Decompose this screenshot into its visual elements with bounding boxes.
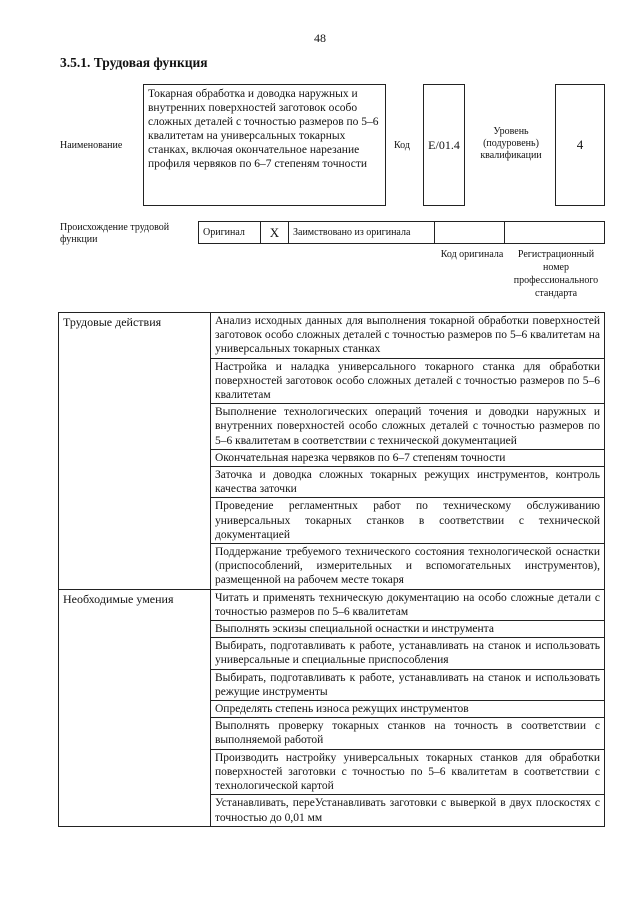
code-original-label: Код оригинала [440,249,504,260]
reg-number-label: Регистрационный номер профессионального стандарта [513,249,599,299]
table-row [59,313,605,359]
section-header: Необходимые умения [59,589,211,826]
origin-row [198,221,605,244]
table-row [59,589,605,620]
table-item: Выполнять проверку токарных станков на точность в соответствии с выполняемой работой [211,718,605,749]
borrowed-label: Заимствовано из оригинала [289,222,435,243]
name-label: Наименование [60,140,123,151]
table-item: Читать и применять техническую документацию на особо сложные детали с точностью размеров по 5–6 квалитетам [211,589,605,620]
table-item: Выполнение технологических операций точения и доводки наружных и внутренних поверхностей особо сложных деталей с точностью размеров по 5–6 квалитетам в соответствии с технической документацией [211,404,605,450]
code-original-cell [435,222,505,243]
table-item: Определять степень износа режущих инструментов [211,701,605,718]
code-label: Код [394,140,410,151]
table-item: Проведение регламентных работ по техническому обслуживанию универсальных токарных станков в соответствии с технической документацией [211,498,605,544]
section-title: 3.5.1. Трудовая функция [60,55,208,70]
origin-label: Происхождение трудовой функции [60,222,170,245]
table-item: Поддержание требуемого технического состояния технологической оснастки (приспособлений, измерительных и вспомогательных инструментов), размещенной на рабочем месте токаря [211,544,605,590]
level-label: Уровень (подуровень) квалификации [480,126,542,161]
table-item: Заточка и доводка сложных токарных режущих инструментов, контроль качества заточки [211,467,605,498]
original-cell [199,222,261,243]
original-mark: X [261,222,289,243]
table-item: Анализ исходных данных для выполнения токарной обработки поверхностей заготовок особо сложных деталей с точностью размеров по 5–6 квалитетам на универсальных токарных станках [211,313,605,359]
table-item: Окончательная нарезка червяков по 6–7 степеням точности [211,449,605,466]
table-item: Выбирать, подготавливать к работе, устанавливать на станок и использовать универсальные и специальные приспособления [211,638,605,669]
function-name-value: Токарная обработка и доводка наружных и внутренних поверхностей заготовок особо сложных деталей с точностью размеров по 5–6 квалитетам на универсальных токарных станках, включая окончательное нарезание профиля червяков по 6–7 степеням точности [143,84,386,206]
table-item: Настройка и наладка универсального токарного станка для обработки поверхностей заготовок особо сложных деталей с точностью размеров по 5–6 квалитетам [211,358,605,404]
level-value: 4 [555,84,605,206]
original-label: Оригинал [203,227,245,238]
table-item: Устанавливать, переУстанавливать заготовки с выверкой в двух плоскостях с точностью до 0,01 мм [211,795,605,826]
section-header: Трудовые действия [59,313,211,590]
code-value: E/01.4 [423,84,465,206]
reg-number-cell [505,222,604,243]
table-item: Производить настройку универсальных токарных станков для обработки поверхностей заготовки с точностью по 5–6 квалитетам в соответствии с технологической картой [211,749,605,795]
table-item: Выполнять эскизы специальной оснастки и инструмента [211,621,605,638]
competency-table [58,312,605,827]
table-item: Выбирать, подготавливать к работе, устанавливать на станок и использовать режущие инструменты [211,669,605,700]
page-number: 48 [314,31,326,45]
